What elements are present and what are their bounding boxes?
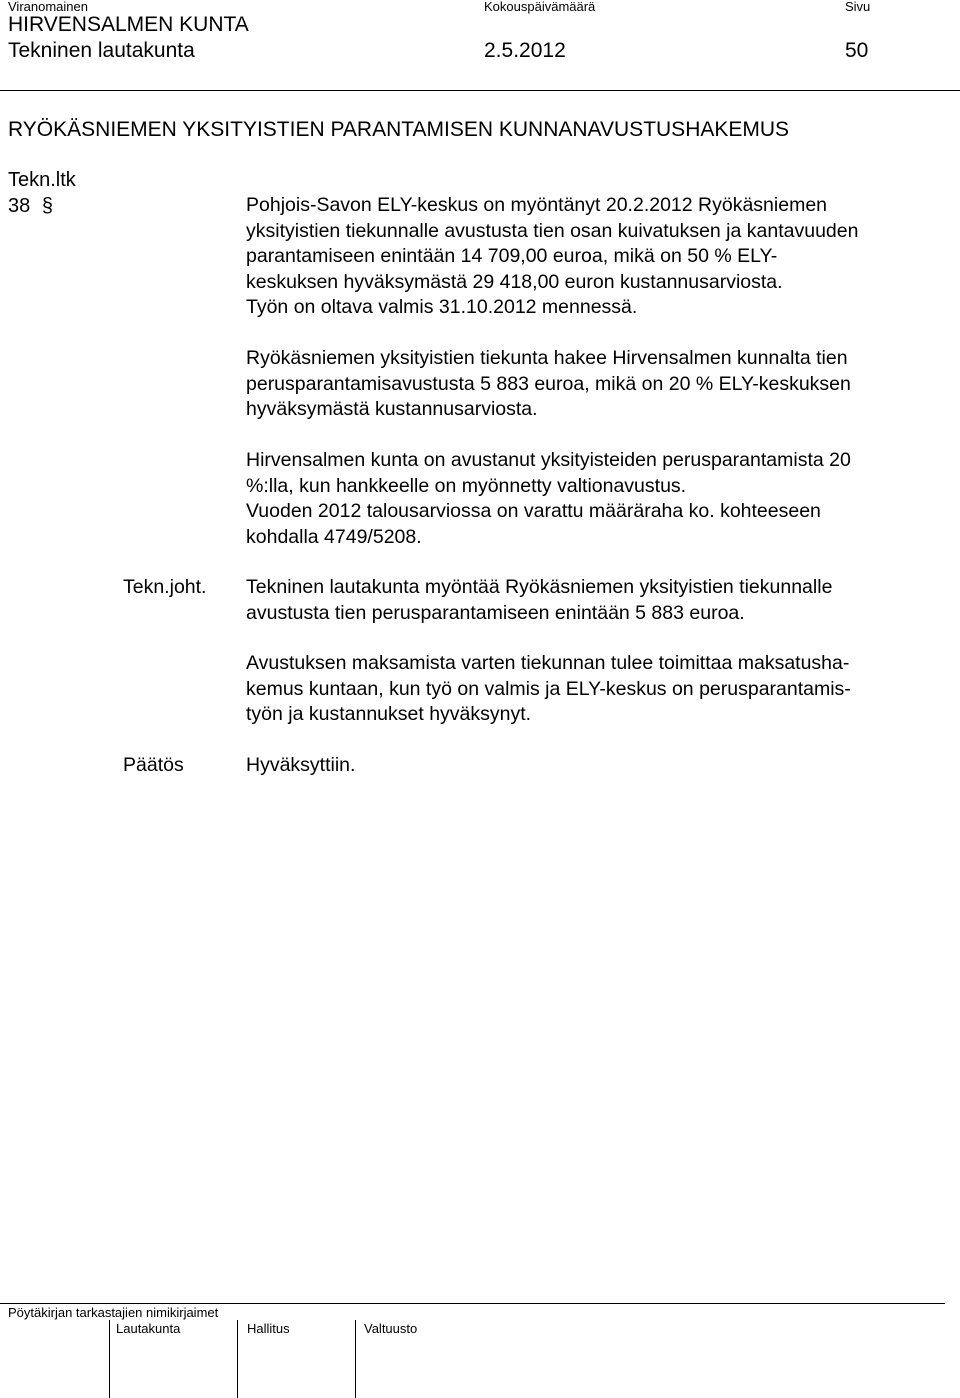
footer-column-divider <box>237 1320 238 1398</box>
paragraph-budget <box>246 448 946 550</box>
text-line: Ryökäsniemen yksityistien tiekunta hakee Hirvensalmen kunnalta tien <box>246 347 848 369</box>
header-page-label: Sivu <box>845 0 871 14</box>
text-line: kemus kuntaan, kun työ on valmis ja ELY-keskus on perusparantamis- <box>246 677 851 700</box>
text-line: Työn on oltava valmis 31.10.2012 mennessä. <box>246 296 638 318</box>
text-line: Vuoden 2012 talousarviossa on varattu määräraha ko. kohteeseen <box>246 500 821 522</box>
text-line: %:lla, kun hankkeelle on myönnetty valtionavustus. <box>246 474 687 497</box>
decision-label: Päätös <box>123 754 184 776</box>
text-line: keskuksen hyväksymästä 29 418,00 euron kustannusarviosta. <box>246 270 783 293</box>
paragraph-proposal <box>246 575 946 626</box>
header-date-label: Kokouspäivämäärä <box>484 0 596 14</box>
footer-column-divider <box>355 1320 356 1398</box>
text-line: työn ja kustannukset hyväksynyt. <box>246 703 532 725</box>
paragraph-application <box>246 346 946 423</box>
footer-column-divider <box>109 1320 110 1398</box>
meeting-date: 2.5.2012 <box>484 39 566 62</box>
text-line: Avustuksen maksamista varten tiekunnan tulee toimittaa maksatusha- <box>246 652 850 674</box>
section-symbol: § <box>41 195 53 217</box>
text-line: kohdalla 4749/5208. <box>246 525 422 548</box>
footer-council-column: Valtuusto <box>364 1321 418 1336</box>
text-line: Hirvensalmen kunta on avustanut yksityisteiden perusparantamista 20 <box>246 449 851 471</box>
page-number: 50 <box>845 39 869 62</box>
board-name: Tekninen lautakunta <box>8 39 195 62</box>
organization-name: HIRVENSALMEN KUNTA <box>8 13 249 36</box>
text-line: avustusta tien perusparantamiseen enintään 5 883 euroa. <box>246 601 745 624</box>
footer-board-column: Lautakunta <box>116 1321 181 1336</box>
header-divider <box>0 90 960 91</box>
section-number <box>8 194 53 220</box>
document-title: RYÖKÄSNIEMEN YKSITYISTIEN PARANTAMISEN KUNNANAVUSTUSHAKEMUS <box>8 118 790 141</box>
text-line: perusparantamisavustusta 5 883 euroa, mikä on 20 % ELY-keskuksen <box>246 372 851 395</box>
board-reference: Tekn.ltk <box>8 169 76 191</box>
header-authority-label: Viranomainen <box>8 0 88 14</box>
proposal-label: Tekn.joht. <box>123 576 207 598</box>
signatures-label: Pöytäkirjan tarkastajien nimikirjaimet <box>8 1305 219 1320</box>
text-line: Tekninen lautakunta myöntää Ryökäsniemen yksityistien tiekunnalle <box>246 576 833 598</box>
paragraph-ely-grant <box>246 193 946 321</box>
decision-text: Hyväksyttiin. <box>246 754 356 776</box>
text-line: yksityistien tiekunnalle avustusta tien osan kuivatuksen ja kantavuuden <box>246 219 859 242</box>
paragraph-payment <box>246 651 946 728</box>
footer-divider <box>0 1303 945 1304</box>
footer-government-column: Hallitus <box>247 1321 290 1336</box>
text-line: Pohjois-Savon ELY-keskus on myöntänyt 20.2.2012 Ryökäsniemen <box>246 194 828 216</box>
section-number-value: 38 <box>8 195 31 217</box>
text-line: parantamiseen enintään 14 709,00 euroa, mikä on 50 % ELY- <box>246 245 778 267</box>
text-line: hyväksymästä kustannusarviosta. <box>246 398 538 420</box>
